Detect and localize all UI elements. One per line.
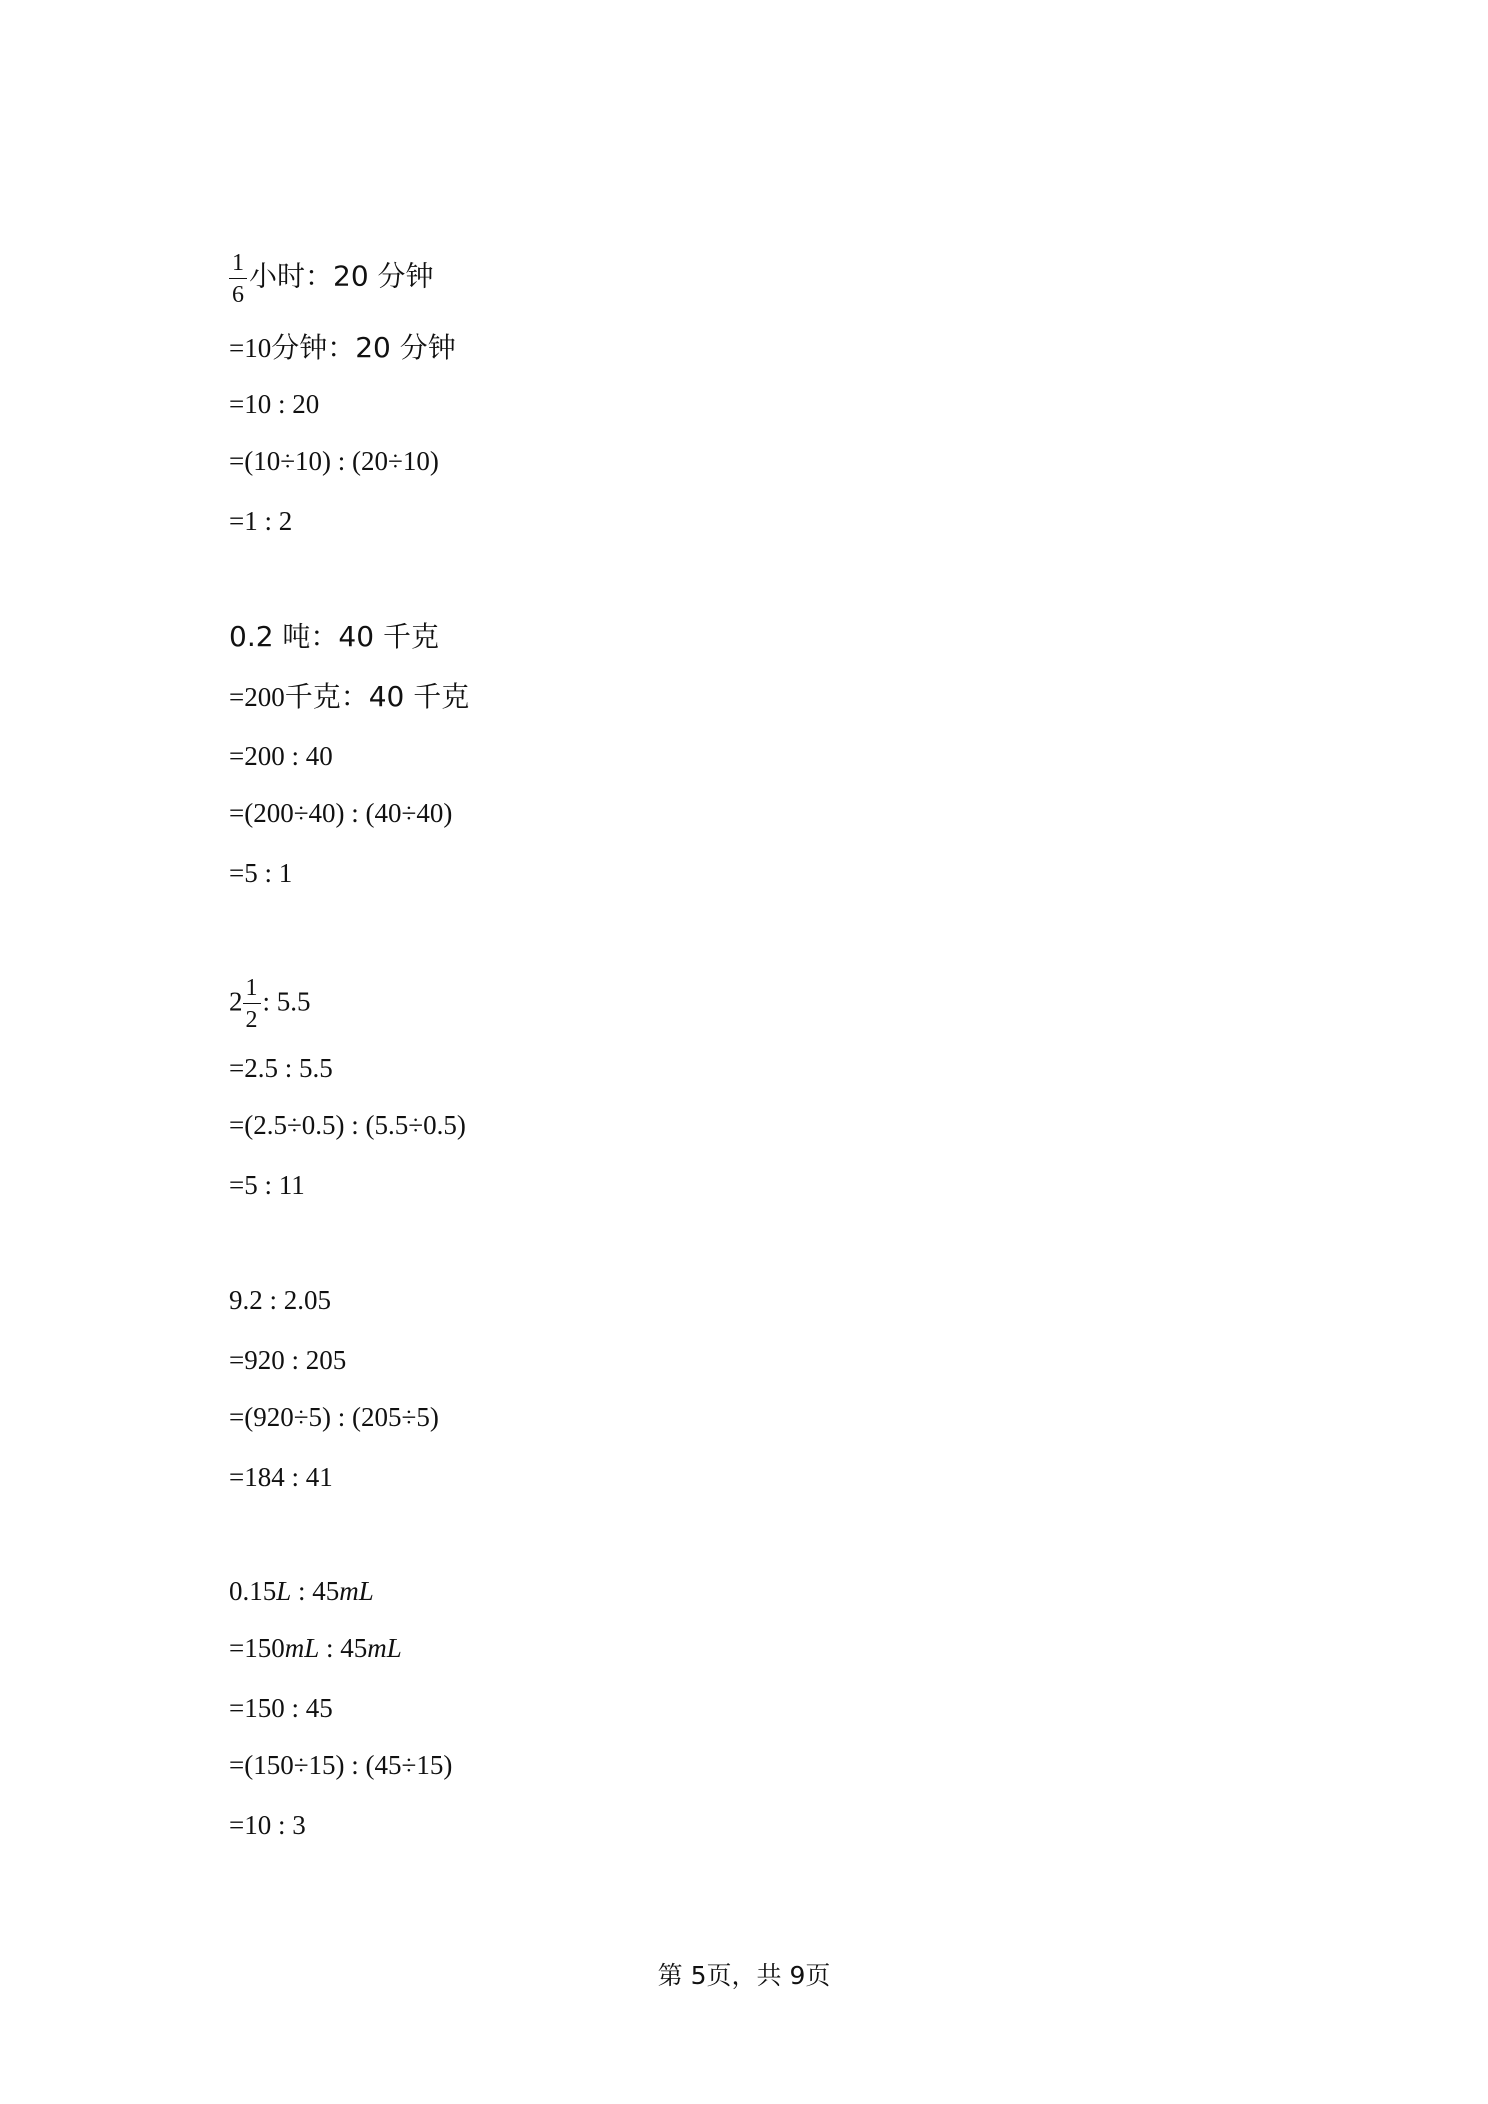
math-line: =10 : 20	[229, 389, 320, 419]
math-value: 200	[244, 682, 285, 712]
fraction-denominator: 6	[232, 282, 244, 309]
math-line: =1 : 2	[229, 506, 293, 536]
math-value: =150	[229, 1633, 285, 1663]
math-line: =184 : 41	[229, 1462, 333, 1492]
math-line: =200 : 40	[229, 741, 333, 771]
math-line: =10 : 3	[229, 1810, 306, 1840]
math-value: 10	[244, 333, 272, 363]
fraction	[229, 250, 247, 309]
unit-variable: mL	[367, 1633, 402, 1663]
math-line: =2.5 : 5.5	[229, 1053, 333, 1083]
math-line	[229, 331, 456, 364]
math-line: =(2.5÷0.5) : (5.5÷0.5)	[229, 1110, 466, 1140]
math-line: =920 : 205	[229, 1345, 347, 1375]
math-line	[229, 1578, 374, 1605]
math-line	[229, 1635, 402, 1662]
fraction	[243, 975, 261, 1034]
math-line: =(920÷5) : (205÷5)	[229, 1402, 439, 1432]
math-line: =5 : 11	[229, 1170, 305, 1200]
unit-variable: mL	[284, 1633, 320, 1663]
math-value: : 5.5	[262, 986, 311, 1017]
math-line: 0.2 吨：40 千克	[229, 620, 439, 653]
math-line: =5 : 1	[229, 858, 293, 888]
unit-variable: L	[276, 1576, 292, 1606]
equals-sign: =	[229, 682, 245, 712]
math-line: 9.2 : 2.05	[229, 1285, 332, 1315]
fraction-denominator: 2	[245, 1007, 258, 1034]
line-text: 千克：40 千克	[284, 680, 470, 713]
equals-sign: =	[229, 333, 245, 363]
math-line: =(10÷10) : (20÷10)	[229, 446, 439, 476]
unit-variable: mL	[339, 1576, 374, 1606]
page-footer: 第 5页，共 9页	[657, 1961, 831, 1990]
math-line: =(150÷15) : (45÷15)	[229, 1750, 453, 1780]
math-line: =150 : 45	[229, 1693, 333, 1723]
fraction-numerator: 1	[243, 975, 261, 1004]
math-value: 0.15	[229, 1576, 277, 1606]
math-line: =(200÷40) : (40÷40)	[229, 798, 453, 828]
mixed-number-whole: 2	[229, 986, 243, 1017]
math-value: : 45	[319, 1633, 368, 1663]
math-value: : 45	[291, 1576, 340, 1606]
math-line	[229, 680, 470, 713]
line-text: 小时：20 分钟	[249, 259, 434, 293]
fraction-numerator: 1	[229, 250, 247, 279]
math-line	[229, 250, 434, 309]
line-text: 分钟：20 分钟	[271, 331, 456, 364]
math-line	[229, 975, 311, 1034]
